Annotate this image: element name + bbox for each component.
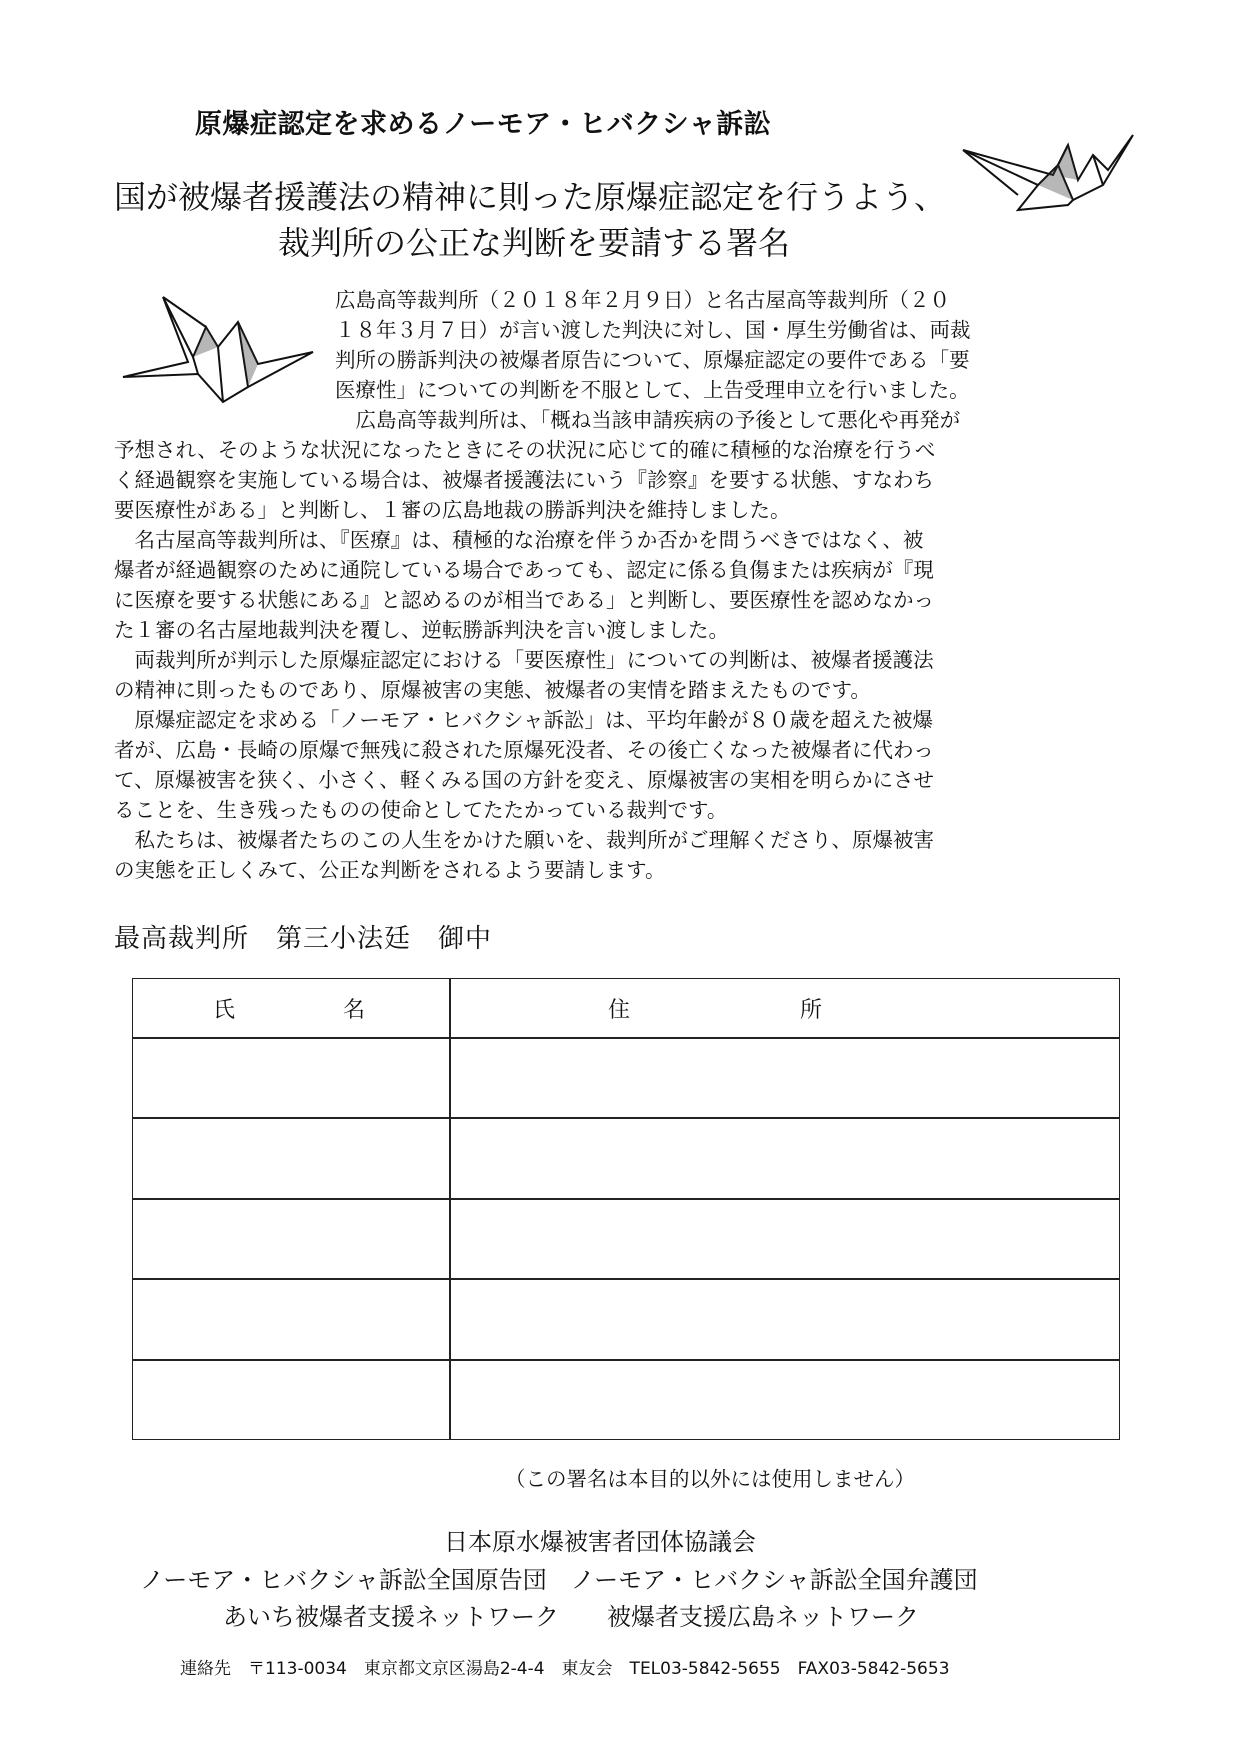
organization-line-1: 日本原水爆被害者団体協議会 — [444, 1528, 756, 1556]
body-line: 広島高等裁判所は、「概ね当該申請疾病の予後として悪化や再発が — [335, 408, 961, 432]
address-field[interactable] — [451, 1280, 1119, 1359]
body-line: 判所の勝訴判決の被爆者原告について、原爆症認定の要件である「要 — [335, 348, 970, 372]
addressee-heading: 最高裁判所 第三小法廷 御中 — [114, 924, 493, 954]
signature-table — [132, 978, 1120, 1440]
organization-line-3: あいち被爆者支援ネットワーク 被爆者支援広島ネットワーク — [223, 1603, 919, 1631]
body-line: 原爆症認定を求める「ノーモア・ヒバクシャ訴訟」は、平均年齢が８０歳を超えた被爆 — [114, 708, 933, 732]
origami-crane-icon — [958, 125, 1138, 215]
body-line: 爆者が経過観察のために通院している場合であっても、認定に係る負傷または疾病が『現 — [114, 558, 934, 582]
body-line: 予想され、そのような状況になったときにその状況に応じて的確に積極的な治療を行うべ — [114, 438, 936, 462]
body-line: に医療を要する状態にある』と認めるのが相当である」と判断し、要医療性を認めなかっ — [114, 588, 934, 612]
address-field[interactable] — [451, 1119, 1119, 1198]
name-field[interactable] — [133, 1200, 449, 1278]
body-line: て、原爆被害を狭く、小さく、軽くみる国の方針を変え、原爆被害の実相を明らかにさせ — [114, 768, 934, 792]
petition-subtitle: 原爆症認定を求めるノーモア・ヒバクシャ訴訟 — [195, 109, 772, 140]
column-header-address: 住所 — [608, 998, 993, 1023]
usage-note: （この署名は本目的以外には使用しません） — [505, 1467, 915, 1491]
address-field[interactable] — [451, 1361, 1119, 1439]
name-field[interactable] — [133, 1119, 449, 1198]
body-line: ることを、生き残ったものの使命としてたたかっている裁判です。 — [114, 798, 728, 822]
body-line: 両裁判所が判示した原爆症認定における「要医療性」についての判断は、被爆者援護法 — [114, 648, 934, 672]
body-line: の精神に則ったものであり、原爆被害の実態、被爆者の実情を踏まえたものです。 — [114, 678, 871, 702]
column-header-name: 氏名 — [213, 998, 474, 1023]
body-line: 私たちは、被爆者たちのこの人生をかけた願いを、裁判所がご理解くださり、原爆被害 — [114, 828, 934, 852]
body-line: の実態を正しくみて、公正な判断をされるよう要請します。 — [114, 858, 666, 882]
petition-title-line-1: 国が被爆者援護法の精神に則った原爆症認定を行うよう、 — [114, 178, 947, 216]
petition-title-line-2: 裁判所の公正な判断を要請する署名 — [278, 224, 791, 262]
body-line: １８年３月７日）が言い渡した判決に対し、国・厚生労働省は、両裁 — [335, 318, 971, 342]
body-line: 名古屋高等裁判所は、『医療』は、積極的な治療を伴うか否かを問うべきではなく、被 — [114, 528, 924, 552]
contact-info: 連絡先 〒113-0034 東京都文京区湯島2-4-4 東友会 TEL03-5842-5655 FAX03-5842-5653 — [180, 1659, 950, 1679]
name-field[interactable] — [133, 1280, 449, 1359]
address-field[interactable] — [451, 1039, 1119, 1117]
organization-line-2: ノーモア・ヒバクシャ訴訟全国原告団 ノーモア・ヒバクシャ訴訟全国弁護団 — [140, 1566, 978, 1594]
body-line: 医療性」についての判断を不服として、上告受理申立を行いました。 — [335, 378, 970, 402]
name-field[interactable] — [133, 1361, 449, 1439]
body-line: 者が、広島・長崎の原爆で無残に殺された原爆死没者、その後亡くなった被爆者に代わっ — [114, 738, 934, 762]
body-line: 広島高等裁判所（２０１８年２月９日）と名古屋高等裁判所（２０ — [335, 288, 950, 312]
address-field[interactable] — [451, 1200, 1119, 1278]
body-line: く経過観察を実施している場合は、被爆者援護法にいう『診察』を要する状態、すなわち — [114, 468, 934, 492]
origami-crane-icon — [118, 292, 318, 410]
name-field[interactable] — [133, 1039, 449, 1117]
body-line: 要医療性がある」と判断し、１審の広島地裁の勝訴判決を維持しました。 — [114, 498, 791, 522]
body-line: た１審の名古屋地裁判決を覆し、逆転勝訴判決を言い渡しました。 — [114, 618, 729, 642]
